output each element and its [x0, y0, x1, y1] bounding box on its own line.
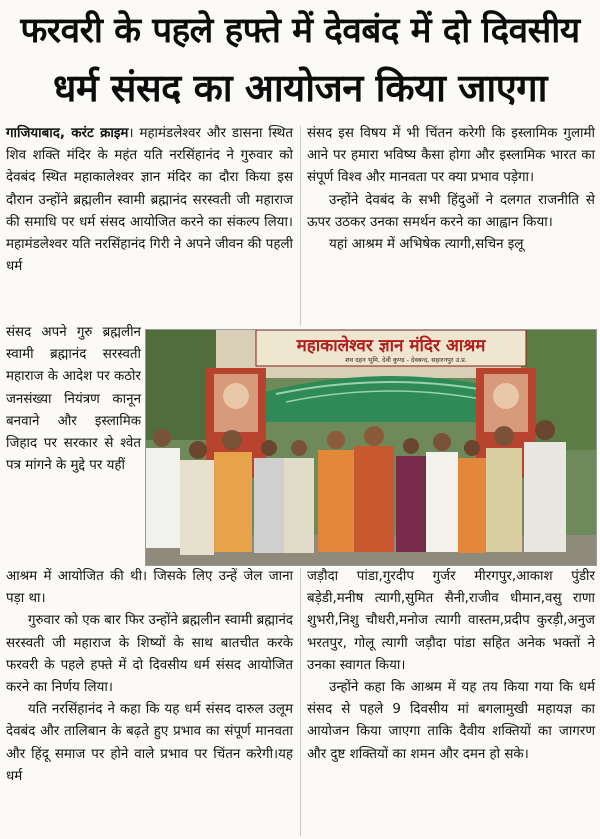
news-photo [145, 329, 597, 566]
dateline: गाजियाबाद, करंट क्राइम [6, 126, 129, 141]
sign-title: महाकालेश्वर ज्ञान मंदिर आश्रम [296, 336, 486, 356]
paragraph-islamic-future: संसद इस विषय में भी चिंतन करेगी कि इस्लामिक गुलामी आने पर हमारा भविष्य कैसा होगा और इस्लामिक भारत का संपूर्ण विश्व और मानवता पर क्या प्रभाव पड़ेगा। [307, 126, 595, 186]
paragraph-guru-order: संसद अपने गुरु ब्रह्मलीन स्वामी ब्रह्मानंद सरस्वती महाराज के आदेश पर कठोर जनसंख्या नियंत्रण कानून बनवाने और इस्लामिक जिहाद पर सरकार से श्वेत पत्र मांगने के मुद्दे पर यहीं [6, 325, 141, 474]
article-column-right-bottom [307, 566, 595, 766]
column-divider-bottom [300, 568, 301, 836]
paragraph-jail: आश्रम में आयोजित की थी। जिसके लिए उन्हें जेल जाना पड़ा था। [6, 569, 293, 607]
headline [0, 0, 600, 122]
paragraph-decision: गुरुवार को एक बार फिर उन्होंने ब्रह्मलीन स्वामी ब्रह्मानंद सरस्वती जी महाराज के शिष्यों के साथ बातचीत करके फरवरी के पहले हफ्ते में दो दिवसीय धर्म संसद आयोजित करने का निर्णय लिया। [6, 613, 293, 696]
paragraph-appeal: उन्होंने देवबंद के सभी हिंदुओं ने दलगत राजनीति से ऊपर उठकर उनका समर्थन करने का आह्वान किया। [307, 192, 595, 230]
sign-subtitle: शव दहन भूमि, देवी कुण्ड - देवबन्द, सहारनपुर उ.प्र. [345, 356, 467, 364]
article-column-left-top [6, 123, 293, 278]
article-column-left-bottom [6, 566, 293, 788]
paragraph-darul-uloom: यति नरसिंहानंद ने कहा कि यह धर्म संसद दारुल उलूम देवबंद और तालिबान के बढ़ते हुए प्रभाव का संपूर्ण मानवता और हिंदू समाज पर होने वाले प्रभाव पर चिंतन करेगी।यह धर्म [6, 702, 293, 784]
headline-line-1: फरवरी के पहले हफ्ते में देवबंद में दो दिवसीय [20, 11, 580, 51]
paragraph-attendees-start: यहां आश्रम में अभिषेक त्यागी,सचिन इलू [329, 237, 524, 253]
headline-line-2: धर्म संसद का आयोजन किया जाएगा [52, 66, 548, 110]
article-column-left-narrow [6, 322, 141, 477]
column-divider-top [300, 126, 301, 326]
paragraph-attendees-list: जड़ौदा पांडा,गुरदीप गुर्जर मीरगपुर,आकाश पुंडीर बड़ेडी,मनीष त्यागी,सुमित सैनी,राजीव धीमान,वसु राणा शुभरी,निशु चौधरी,मनोज त्यागी वास्तम,प्रदीप कुरड़ी,अनुज भरतपुर, गोलू त्यागी जड़ौदा पांडा सहित अनेक भक्तों ने उनका स्वागत किया। [307, 569, 595, 673]
article-column-right-top [307, 123, 595, 256]
article-lead-text: । महामंडलेश्वर और डासना स्थित शिव शक्ति मंदिर के महंत यति नरसिंहानंद ने गुरुवार को देवबंद स्थित महाकालेश्वर ज्ञान मंदिर का दौरा किया इस दौरान उन्होंने ब्रह्मलीन स्वामी ब्रह्मानंद सरस्वती जी महाराज की समाधि पर धर्म संसद आयोजित करने का संकल्प लिया।महामंडलेश्वर यति नरसिंहानंद गिरी ने अपने जीवन की पहली धर्म [6, 126, 293, 275]
paragraph-mahayagya: उन्होंने कहा कि आश्रम में यह तय किया गया कि धर्म संसद से पहले 9 दिवसीय मां बगलामुखी महायज्ञ का आयोजन किया जाएगा ताकि दैवीय शक्तियों का जागरण और दुष्ट शक्तियों का शमन और दमन हो सके। [307, 680, 595, 762]
